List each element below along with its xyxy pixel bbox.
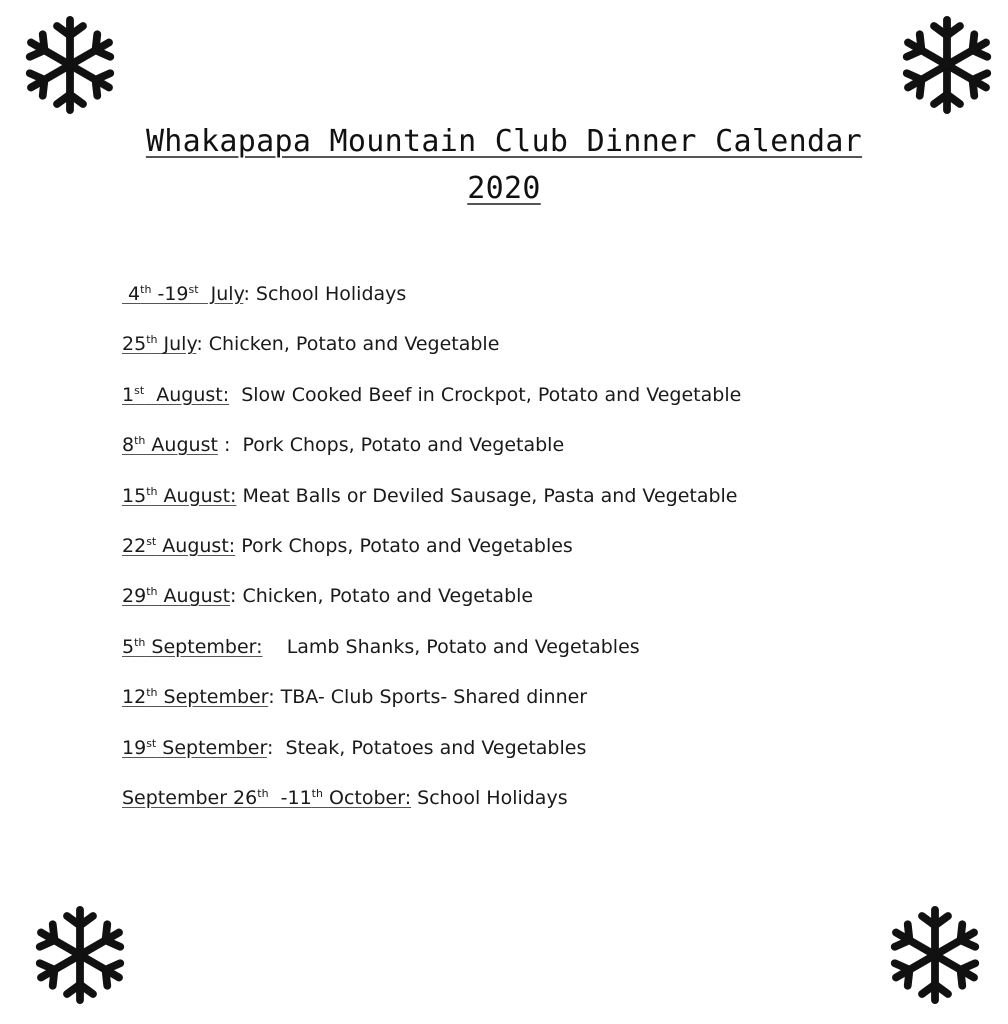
calendar-entry <box>122 280 741 330</box>
calendar-entry <box>122 734 741 784</box>
title-year: 2020 <box>467 171 541 206</box>
entry-date: 19st September <box>122 736 267 759</box>
entry-date: 12th September <box>122 686 269 709</box>
calendar-entry <box>122 683 741 733</box>
ordinal-suffix: th <box>134 434 146 448</box>
entry-description: : Chicken, Potato and Vegetable <box>230 585 534 608</box>
snowflake-icon <box>895 9 999 121</box>
calendar-entry <box>122 633 741 683</box>
calendar-entry <box>122 330 741 380</box>
entry-date: 22st August: <box>122 534 236 557</box>
ordinal-suffix: st <box>146 534 157 548</box>
entry-description: : School Holidays <box>243 283 407 305</box>
page-title <box>0 118 1008 212</box>
ordinal-suffix: th <box>140 283 152 296</box>
ordinal-suffix: th <box>134 635 146 649</box>
entry-date: 1st August: <box>122 383 230 406</box>
snowflake-icon <box>18 9 122 121</box>
entry-description: : Chicken, Potato and Vegetable <box>196 333 500 356</box>
dinner-calendar-list <box>122 280 741 834</box>
entry-description: : Steak, Potatoes and Vegetables <box>266 736 587 759</box>
ordinal-suffix: th <box>146 585 158 599</box>
entry-date: 8th August <box>122 434 218 457</box>
entry-date: 29th August <box>122 585 231 608</box>
ordinal-suffix: th <box>146 686 158 700</box>
entry-description: Pork Chops, Potato and Vegetables <box>235 534 573 557</box>
ordinal-suffix: st <box>134 383 145 397</box>
entry-date: 15th August: <box>122 484 237 507</box>
title-line-1: Whakapapa Mountain Club Dinner Calendar <box>145 124 863 159</box>
calendar-entry <box>122 532 741 582</box>
entry-date: 5th September: <box>122 635 263 658</box>
entry-date: 4th -19st July <box>122 283 244 305</box>
entry-date: September 26th -11th October: <box>122 786 412 809</box>
ordinal-suffix: th <box>311 786 323 800</box>
entry-description: School Holidays <box>411 786 568 809</box>
entry-description: : Pork Chops, Potato and Vegetable <box>217 434 565 457</box>
calendar-entry <box>122 784 741 834</box>
entry-description: : TBA- Club Sports- Shared dinner <box>268 686 588 709</box>
ordinal-suffix: th <box>146 333 158 347</box>
ordinal-suffix: st <box>146 736 157 750</box>
ordinal-suffix: st <box>188 283 199 296</box>
ordinal-suffix: th <box>146 484 158 498</box>
entry-date: 25th July <box>122 333 197 356</box>
snowflake-icon <box>28 899 132 1011</box>
entry-description: Slow Cooked Beef in Crockpot, Potato and Vegetable <box>229 383 742 406</box>
entry-description: Lamb Shanks, Potato and Vegetables <box>262 635 640 658</box>
calendar-entry <box>122 482 741 532</box>
calendar-entry <box>122 381 741 431</box>
snowflake-icon <box>883 899 987 1011</box>
calendar-entry <box>122 582 741 632</box>
entry-description: Meat Balls or Deviled Sausage, Pasta and Vegetable <box>236 484 738 507</box>
calendar-entry <box>122 431 741 481</box>
ordinal-suffix: th <box>257 786 269 800</box>
